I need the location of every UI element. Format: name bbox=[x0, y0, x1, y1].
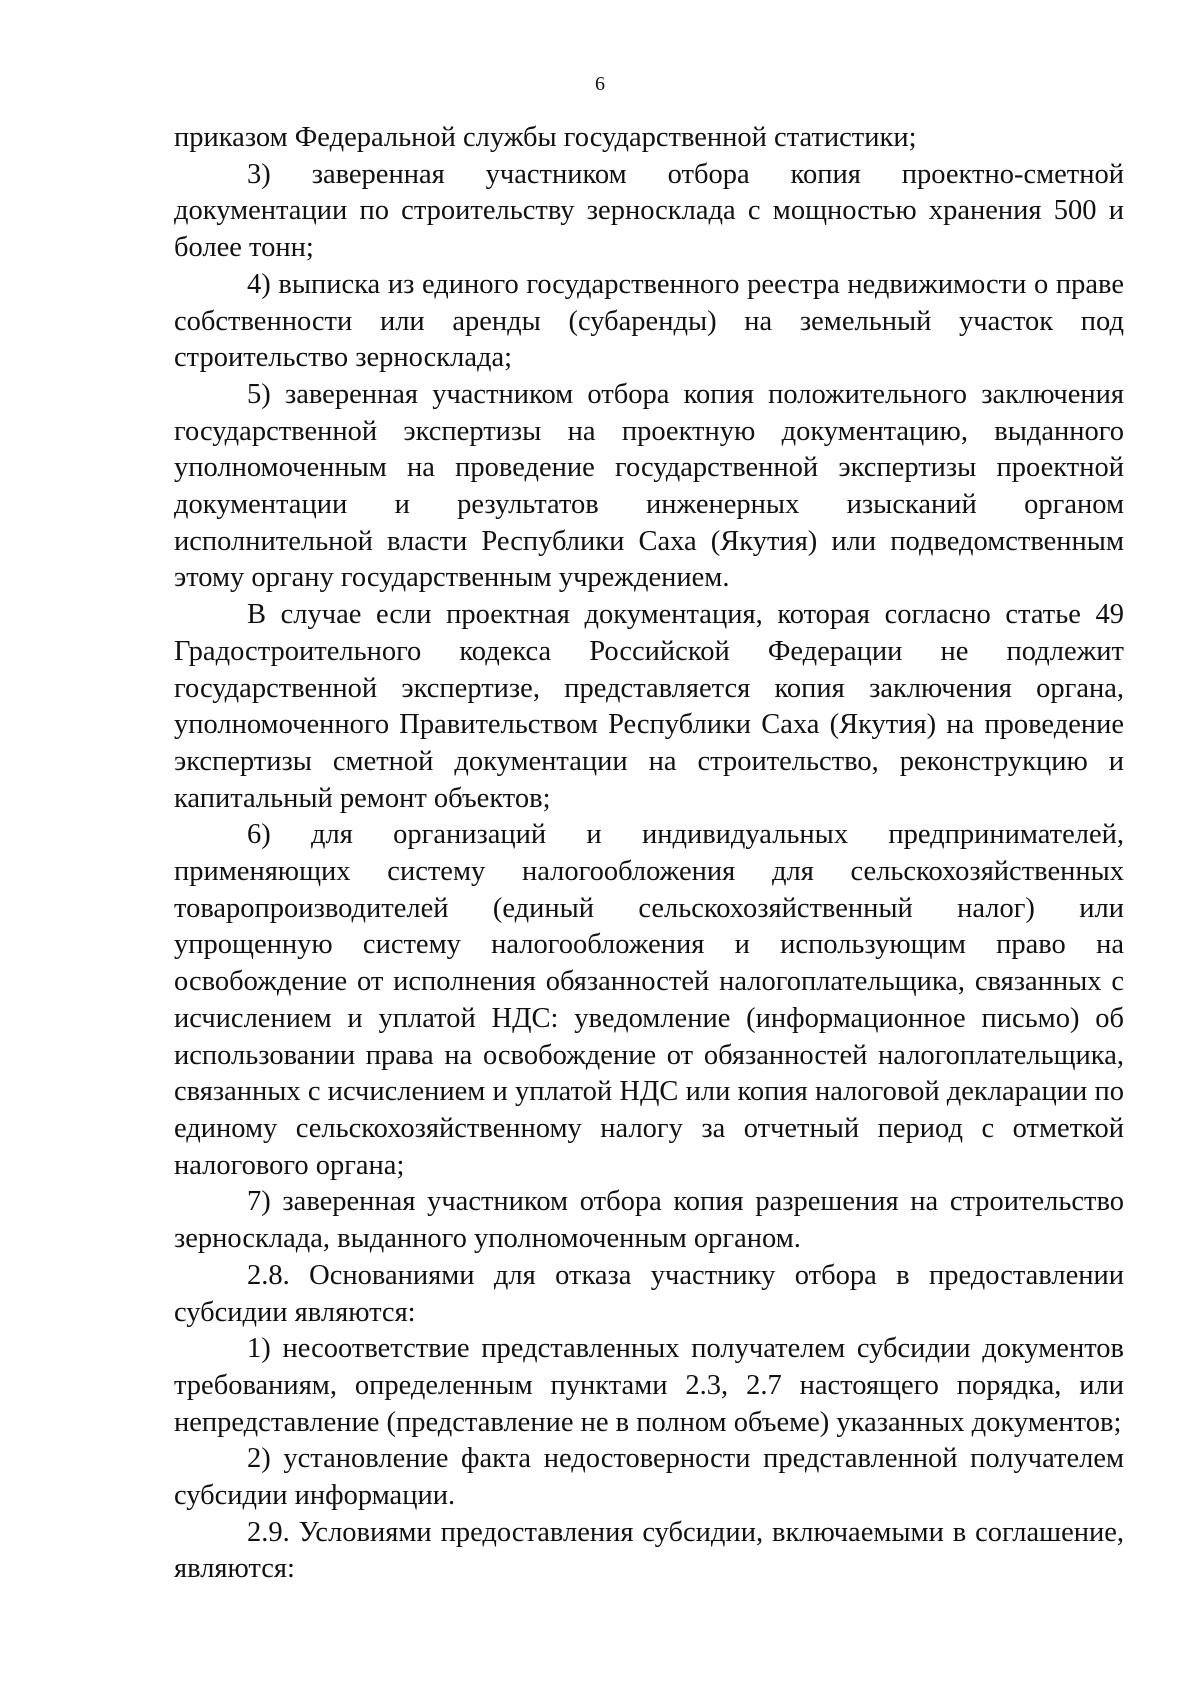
paragraph-item-5: 5) заверенная участником отбора копия положительного заключения государственной экспертизы на проектную документацию, выданного уполномоченным на проведение государственной экспертизы проектной документации и результатов инженерных изысканий органом исполнительной власти Республики Саха (Якутия) или подведомственным этому органу государственным учреждением. bbox=[174, 378, 1124, 594]
paragraph-refusal-reason-1: 1) несоответствие представленных получателем субсидии документов требованиям, определенным пунктами 2.3, 2.7 настоящего порядка, или непредставление (представление не в полном объеме) указанных документов; bbox=[174, 1333, 1124, 1438]
page-number: 6 bbox=[595, 73, 605, 95]
paragraph-refusal-reason-2: 2) установление факта недостоверности представленной получателем субсидии информации. bbox=[174, 1443, 1124, 1512]
document-body bbox=[174, 120, 1124, 1588]
paragraph-item-6: 6) для организаций и индивидуальных предпринимателей, применяющих систему налогообложения для сельскохозяйственных товаропроизводителей (единый сельскохозяйственный налог) или упрощенную систему налогообложения и использующим право на освобождение от исполнения обязанностей налогоплательщика, связанных с исчислением и уплатой НДС: уведомление (информационное письмо) об использовании права на освобождение от обязанностей налогоплательщика, связанных с исчислением и уплатой НДС или копия налоговой декларации по единому сельскохозяйственному налогу за отчетный период с отметкой налогового органа; bbox=[174, 819, 1124, 1181]
paragraph-section-2-9: 2.9. Условиями предоставления субсидии, включаемыми в соглашение, являются: bbox=[174, 1516, 1124, 1585]
paragraph-item-3: 3) заверенная участником отбора копия проектно-сметной документации по строительству зерносклада с мощностью хранения 500 и более тонн; bbox=[174, 158, 1124, 264]
paragraph-continuation: приказом Федеральной службы государственной статистики; bbox=[174, 122, 917, 153]
paragraph-exception-case: В случае если проектная документация, которая согласно статье 49 Градостроительного кодекса Российской Федерации не подлежит государственной экспертизе, представляется копия заключения органа, уполномоченного Правительством Республики Саха (Якутия) на проведение экспертизы сметной документации на строительство, реконструкцию и капитальный ремонт объектов; bbox=[174, 599, 1124, 814]
paragraph-item-7: 7) заверенная участником отбора копия разрешения на строительство зерносклада, выданного уполномоченным органом. bbox=[174, 1186, 1124, 1255]
paragraph-item-4: 4) выписка из единого государственного реестра недвижимости о праве собственности или аренды (субаренды) на земельный участок под строительство зерносклада; bbox=[174, 268, 1124, 374]
paragraph-section-2-8: 2.8. Основаниями для отказа участнику отбора в предоставлении субсидии являются: bbox=[174, 1259, 1124, 1328]
